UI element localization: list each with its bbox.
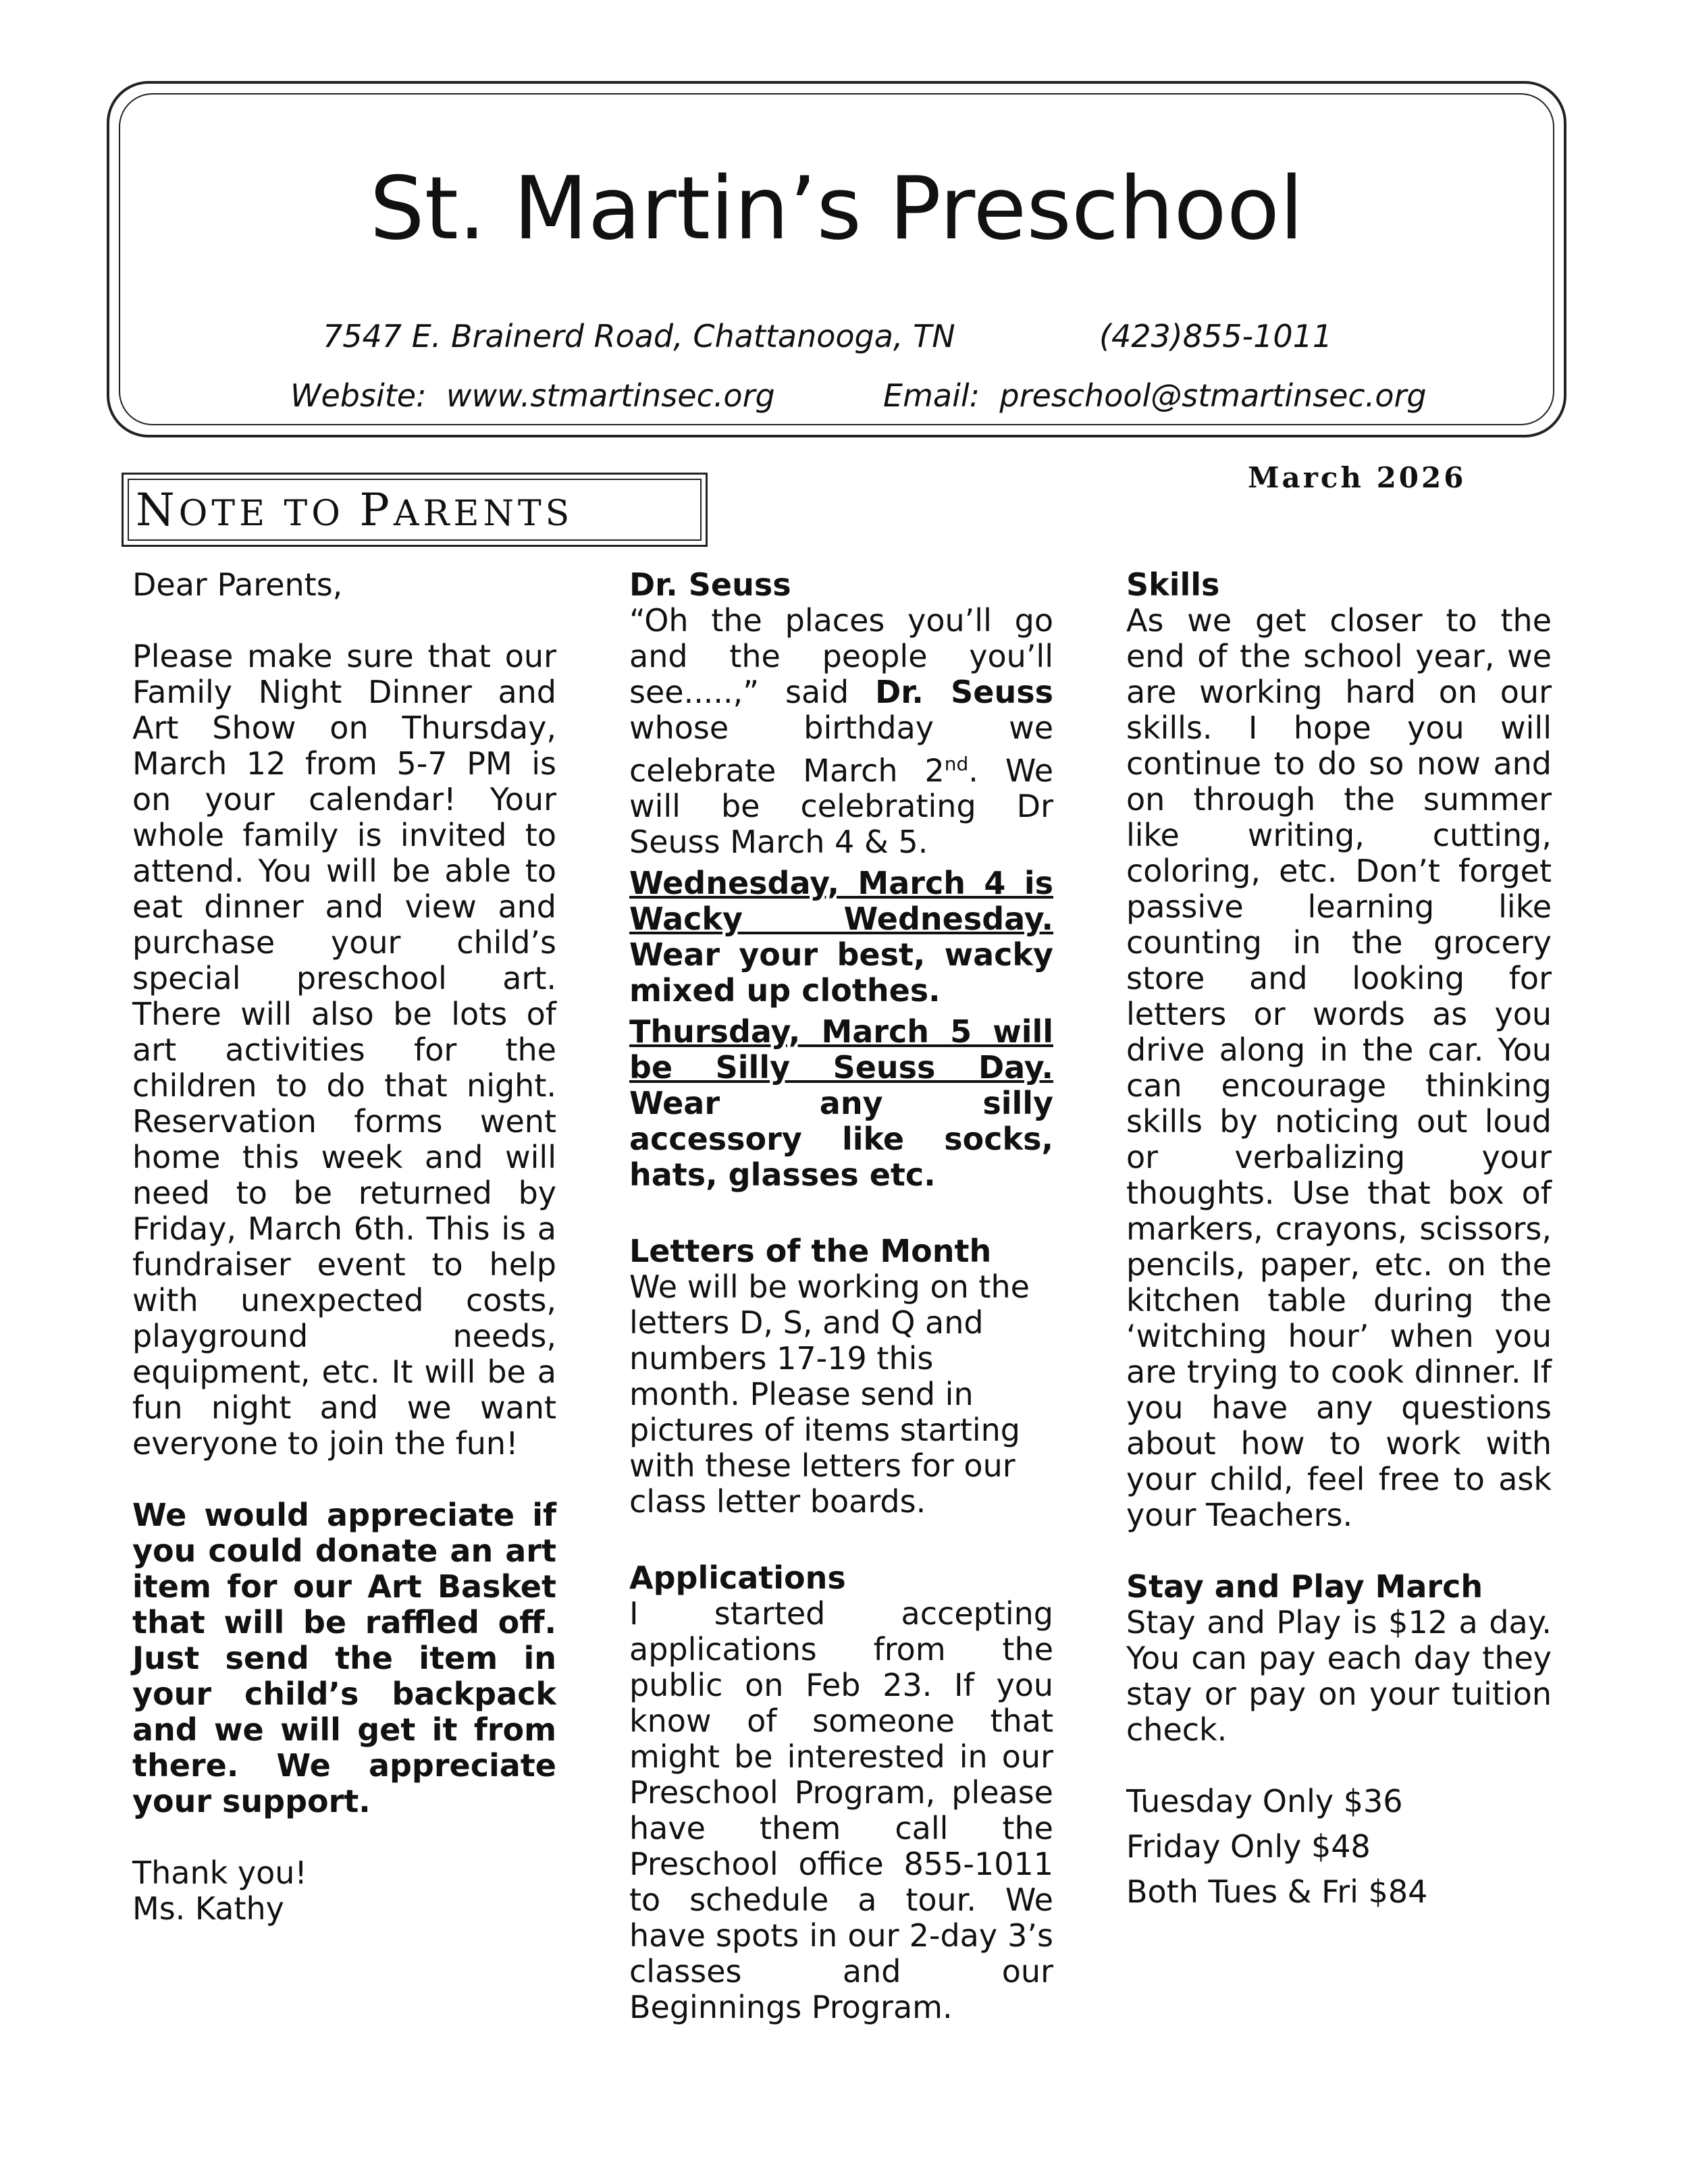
price-tuesday: Tuesday Only $36 <box>1126 1783 1403 1819</box>
thanks: Thank you! <box>132 1855 307 1891</box>
website-label: Website: <box>290 377 427 414</box>
dr-seuss-paragraph: “Oh the places you’ll go and the people you’ll see.....,” said Dr. Seuss whose birthday we celebrate March 2nd. We will be celebrating Dr Seuss March 4 & 5. <box>629 602 1053 861</box>
column-right <box>1126 567 1552 1910</box>
column-left <box>132 567 556 1927</box>
stay-play-heading: Stay and Play March <box>1126 1568 1483 1605</box>
signature: Ms. Kathy <box>132 1890 284 1927</box>
dr-seuss-heading: Dr. Seuss <box>629 566 791 603</box>
stay-play-paragraph: Stay and Play is $12 a day. You can pay each day they stay or pay on your tuition check. <box>1126 1604 1552 1748</box>
email-link[interactable]: preschool@stmartinsec.org <box>999 377 1427 414</box>
email-label: Email: <box>883 377 980 414</box>
applications-heading: Applications <box>629 1560 846 1597</box>
greeting: Dear Parents, <box>132 566 343 603</box>
skills-heading: Skills <box>1126 566 1220 603</box>
applications-paragraph: I started accepting applications from the public on Feb 23. If you know of someone that might be interested in our Preschool Program, please have them call the Preschool office 855-1011 to schedule a tour. We have spots in our 2-day 3’s classes and our Beginnings Program. <box>629 1595 1053 2026</box>
letters-paragraph: We will be working on the letters D, S, and Q and numbers 17-19 this month. Please send in pictures of items starting with these letters for our class letter boards. <box>629 1269 1030 1520</box>
column-middle <box>629 567 1053 2025</box>
family-night-paragraph: Please make sure that our Family Night Dinner and Art Show on Thursday, March 12 from 5-7 PM is on your calendar! Your whole family is invited to attend. You will be able to eat dinner and view and purchase your child’s special preschool art. There will also be lots of art activities for the children to do that night. Reservation forms went home this week and will need to be returned by Friday, March 6th. This is a fundraiser event to help with unexpected costs, playground needs, equipment, etc. It will be a fun night and we want everyone to join the fun! <box>132 638 556 1462</box>
price-friday: Friday Only $48 <box>1126 1828 1371 1865</box>
section-title: NOTE TO PARENTS <box>128 479 702 541</box>
silly-seuss-day: Thursday, March 5 will be Silly Seuss Day. Wear any silly accessory like socks, hats, glasses etc. <box>629 1013 1053 1194</box>
price-both: Both Tues & Fri $84 <box>1126 1873 1428 1910</box>
phone: (423)855-1011 <box>1099 318 1333 354</box>
skills-paragraph: As we get closer to the end of the school year, we are working hard on our skills. I hope you will continue to do so now and on through the summer like writing, cutting, coloring, etc. Don’t forget passive learning like counting in the grocery store and looking for letters or words as you drive along in the car. You can encourage thinking skills by noticing out loud or verbalizing your thoughts. Use that box of markers, crayons, scissors, pencils, paper, etc. on the kitchen table during the ‘witching hour’ when you are trying to cook dinner. If you have any questions about how to work with your child, feel free to ask your Teachers. <box>1126 602 1552 1533</box>
masthead-inner-border <box>119 93 1554 425</box>
wacky-wednesday: Wednesday, March 4 is Wacky Wednesday. Wear your best, wacky mixed up clothes. <box>629 865 1053 1009</box>
art-basket-paragraph: We would appreciate if you could donate an art item for our Art Basket that will be raffled off. Just send the item in your child’s backpack and we will get it from there. We appreciate your support. <box>132 1497 556 1819</box>
section-title-box <box>122 473 708 547</box>
letters-heading: Letters of the Month <box>629 1233 992 1270</box>
masthead <box>107 81 1566 437</box>
school-name: St. Martin’s Preschool <box>369 159 1304 259</box>
issue-date: March 2026 <box>1248 461 1467 494</box>
website-link[interactable]: www.stmartinsec.org <box>446 377 775 414</box>
address: 7547 E. Brainerd Road, Chattanooga, TN <box>323 318 955 354</box>
